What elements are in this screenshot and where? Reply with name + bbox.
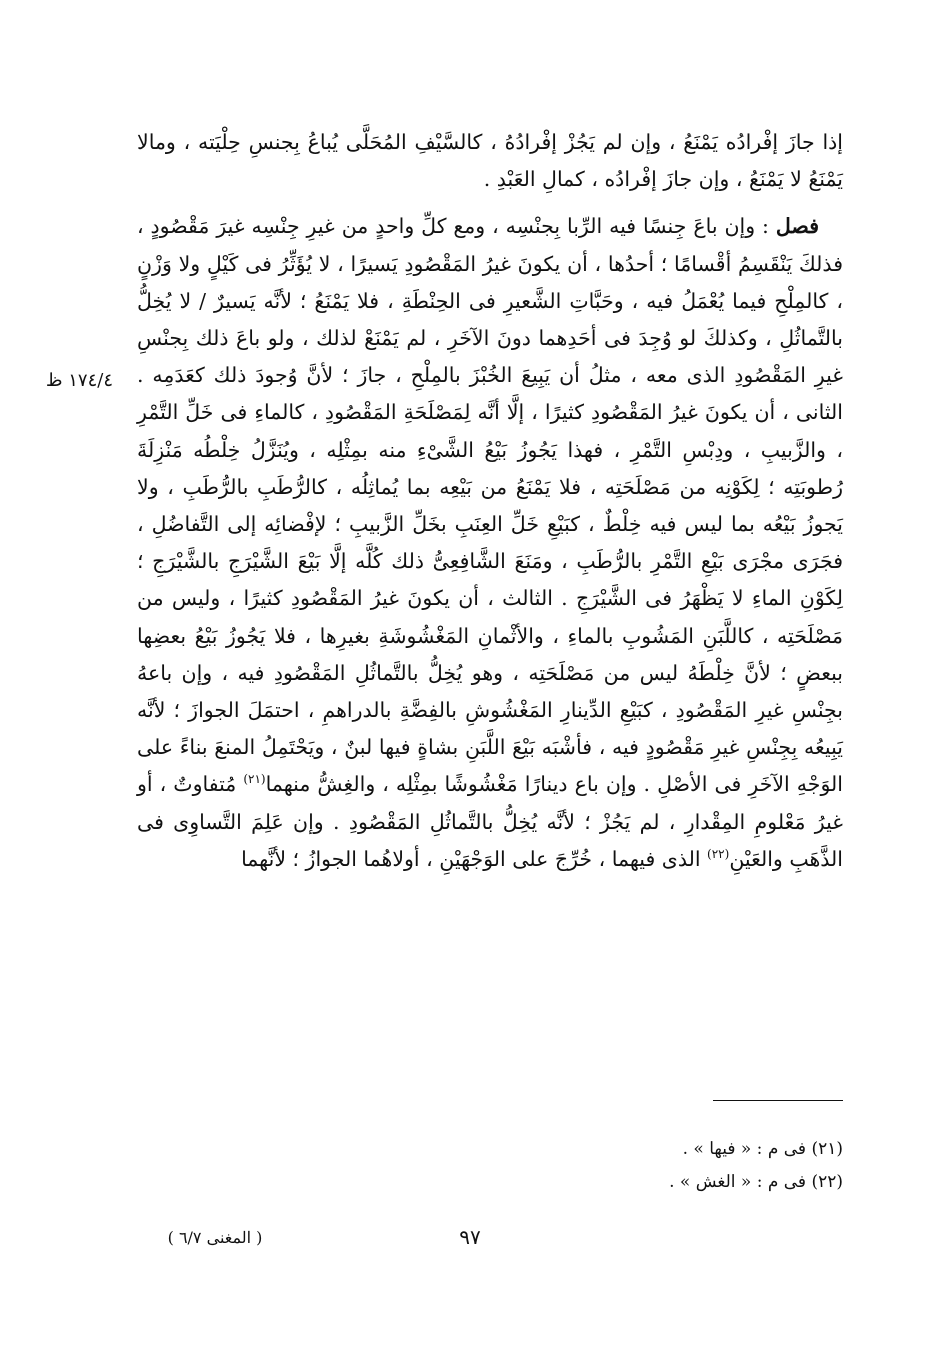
footnote-22: (٢٢) فى م : « الغش » .	[669, 1172, 843, 1192]
paragraph-2-part-b: مُتفاوتٌ ، أو غيرُ مَعْلومِ المِقْدارِ ، لم يَجُزْ ؛ لأنَّه يُخِلُّ بالتَّماثُلِ المَقْصُودِ . وإن عَلِمَ التَّساوِى فى الذَّهَبِ والعَيْنِ	[137, 772, 843, 871]
book-signature: ( المغنى ٦/٧ )	[167, 1228, 263, 1247]
section-heading-fasl: فصل	[775, 214, 819, 239]
paragraph-2-part-a: : وإن باعَ جِنسًا فيه الرِّبا بِجنْسِه ، ومع كلِّ واحدٍ من غيرِ جِنْسِه غيرَ مَقْصُودٍ ، فذلكَ يَنْقَسِمُ أقْسامًا ؛ أحدُها ، أن يكونَ غيرُ المَقْصُودِ يَسيرًا ، لا يُؤَثِّرُ فى كَيْلٍ ولا وَزْنٍ ، كالمِلْحِ فيما يُعْمَلُ فيه ، وحَبَّاتِ الشَّعيرِ فى الحِنْطَةِ ، فلا يَمْنَعُ ؛ لأنَّه يَسيرٌ / لا يُخِلُّ بالتَّماثُلِ ، وكذلكَ لو وُجِدَ فى أحَدِهما دونَ الآخَرِ ، لم يَمْنَعْ لذلك ، ولو باعَ ذلك بِجنْسِ غيرِ المَقْصُودِ الذى معه ، مثلُ أن يَبِيعَ الخُبْزَ بالمِلْحِ ، جازَ ؛ لأنَّ وُجودَ ذلك كعَدَمِه . الثانى ، أن يكونَ غيرُ المَقْصُودِ كثيرًا ، إلَّا أنَّه لِمَصْلَحَةِ المَقْصُودِ ، كالماءِ فى خَلِّ التَّمْرِ ، والزَّبيبِ ، ودِبْسِ التَّمْرِ ، فهذا يَجُوزُ بَيْعُ الشَّىْءِ منه بمِثْلِه ، ويُنَزَّلُ خِلْطُه مَنْزِلَةَ رُطوبَتِه ؛ لِكَوْنِه من مَصْلَحَتِه ، فلا يَمْنَعُ من بَيْعِه بما يُماثِلُه ، كالرُّطَبِ بالرُّطَبِ ، ولا يَجوزُ بَيْعُه بما ليس فيه خِلْطٌ ، كبَيْعِ خَلِّ العِنَبِ بخَلِّ الزَّبيبِ ؛ لإفْضائِه إلى التَّفاضُلِ ، فجَرَى مجْرَى بَيْعِ التَّمْرِ بالرُّطَبِ ، ومَنَعَ الشَّافِعِىُّ ذلك كُلَّه إلَّا بَيْعَ الشَّيْرَجِ بالشَّيْرَجِ ؛ لِكَوْنِ الماءِ لا يَظْهَرُ فى الشَّيْرَجِ . الثالث ، أن يكونَ غيرُ المَقْصُودِ كثيرًا ، وليس من مَصْلَحَتِه ، كاللَّبَنِ المَشُوبِ بالماءِ ، والأثْمانِ المَغْشُوشَةِ بغيرِها ، فلا يَجُوزُ بَيْعُ بعضِها ببعضٍ ؛ لأنَّ خِلْطَهُ ليس من مَصْلَحَتِه ، وهو يُخِلُّ بالتَّماثُلِ المَقْصُودِ فيه ، وإن باعهُ بجِنْسِ غيرِ المَقْصُودِ ، كبَيْعِ الدِّينارِ المَغْشُوشِ بالفِضَّةِ بالدراهمِ ، احتمَلَ الجوازَ ؛ لأنَّه يَبِيعُه بِجِنْسِ غيرِ مَقْصُودٍ فيه ، فأشْبَه بَيْعَ اللَّبَنِ بشاةٍ فيها لبنٌ ، ويَحْتَمِلُ المنعَ بناءً على الوَجْهِ الآخَرِ فى الأصْلِ . وإن باع دينارًا مَغْشُوشًا بمِثْلِه ، والغِشُّ منهما	[137, 214, 843, 797]
footnote-21: (٢١) فى م : « فيها » .	[682, 1139, 843, 1159]
main-text	[137, 124, 843, 878]
footnote-ref-22[interactable]: (٢٢)	[707, 847, 730, 862]
page-number: ٩٧	[459, 1225, 481, 1249]
footnote-ref-21[interactable]: (٢١)	[243, 772, 266, 787]
footnotes	[137, 1133, 843, 1199]
paragraph-1: إذا جازَ إفْرادُه يَمْنَعُ ، وإن لم يَجُزْ إفْرادُهُ ، كالسَّيْفِ المُحَلَّى يُباعُ بِجنسِ حِلْيَته ، ومالا يَمْنَعُ لا يَمْنَعُ ، وإن جازَ إفْرادُه ، كمالِ العَبْدِ .	[137, 130, 843, 192]
margin-folio-note: ١٧٤/٤ ظ	[45, 370, 113, 391]
paragraph-2-part-c: الذى فيهما ، خُرِّجَ على الوَجْهَيْنِ ، أولاهُما الجوازُ ؛ لأنَّهما	[241, 846, 708, 871]
footnote-separator	[713, 1100, 843, 1101]
paragraph-2	[137, 208, 843, 878]
